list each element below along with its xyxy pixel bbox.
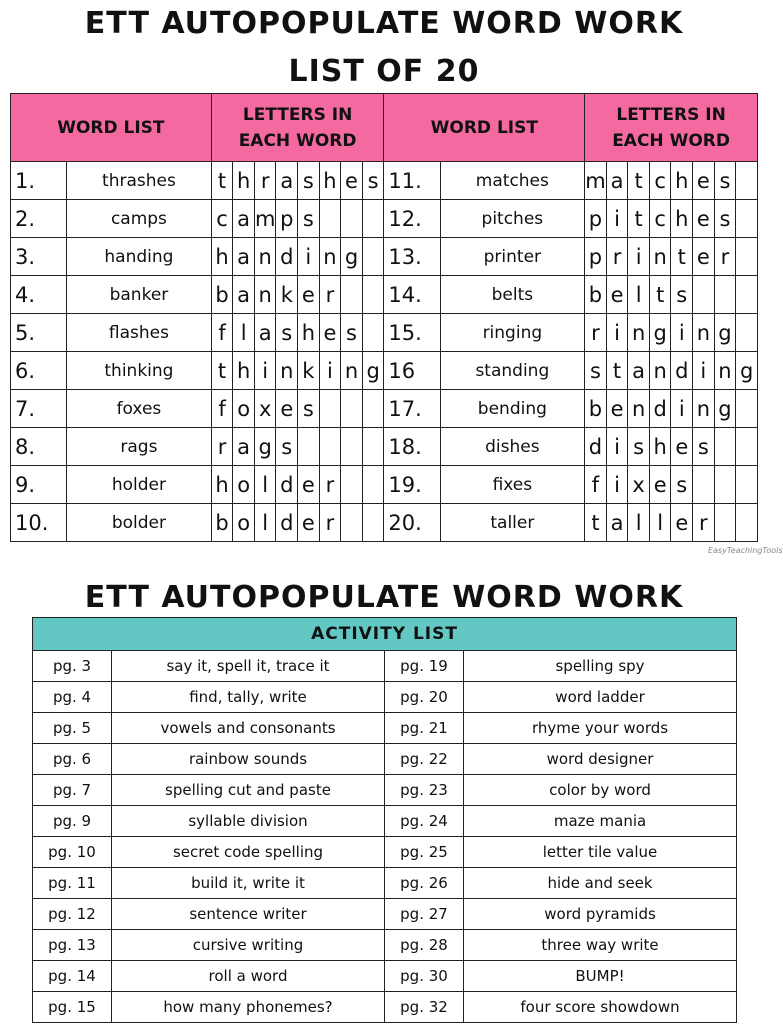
letter-cell: c — [649, 162, 671, 200]
page-number: pg. 9 — [33, 806, 112, 837]
header-word-list-right: WORD LIST — [384, 94, 585, 162]
letter-cell — [362, 390, 384, 428]
letter-cell: l — [233, 314, 255, 352]
word-text: holder — [67, 466, 212, 504]
activity-name: build it, write it — [112, 868, 385, 899]
letter-cell: s — [693, 428, 715, 466]
page-number: pg. 13 — [33, 930, 112, 961]
activity-name: rainbow sounds — [112, 744, 385, 775]
word-text: bending — [440, 390, 585, 428]
letter-cell: n — [649, 238, 671, 276]
letter-cell: b — [211, 504, 233, 542]
letter-cell — [362, 276, 384, 314]
activity-name: word ladder — [464, 682, 737, 713]
activity-name: maze mania — [464, 806, 737, 837]
letter-cell: d — [276, 238, 298, 276]
word-number: 2. — [11, 200, 67, 238]
letter-cell: g — [649, 314, 671, 352]
page-number: pg. 25 — [385, 837, 464, 868]
letter-cell: l — [628, 276, 650, 314]
page-number: pg. 14 — [33, 961, 112, 992]
word-text: dishes — [440, 428, 585, 466]
letter-cell: d — [276, 504, 298, 542]
letter-cell: e — [298, 276, 320, 314]
word-text: handing — [67, 238, 212, 276]
letter-cell: b — [211, 276, 233, 314]
letter-cell: i — [693, 352, 715, 390]
letter-cell: s — [341, 314, 363, 352]
letter-cell: e — [341, 162, 363, 200]
letter-cell: r — [319, 276, 341, 314]
letter-cell: a — [254, 314, 276, 352]
letter-cell: t — [211, 162, 233, 200]
letter-cell: a — [233, 276, 255, 314]
activity-row — [33, 651, 737, 682]
letter-cell: l — [628, 504, 650, 542]
letter-cell — [736, 504, 758, 542]
letter-cell: l — [649, 504, 671, 542]
letter-cell: i — [606, 466, 628, 504]
letter-cell: p — [585, 200, 607, 238]
activity-name: find, tally, write — [112, 682, 385, 713]
word-number: 4. — [11, 276, 67, 314]
activity-name: syllable division — [112, 806, 385, 837]
activity-row — [33, 961, 737, 992]
activity-row — [33, 713, 737, 744]
activity-name: spelling spy — [464, 651, 737, 682]
word-text: camps — [67, 200, 212, 238]
activity-row — [33, 899, 737, 930]
letter-cell: r — [211, 428, 233, 466]
letter-cell: o — [233, 466, 255, 504]
activity-row — [33, 806, 737, 837]
word-row — [11, 200, 758, 238]
word-row — [11, 276, 758, 314]
letter-cell: g — [714, 314, 736, 352]
letter-cell: s — [298, 200, 320, 238]
activity-table-header — [33, 618, 737, 651]
word-list-table — [10, 93, 758, 542]
letter-cell: i — [671, 314, 693, 352]
letter-cell — [362, 504, 384, 542]
activity-row — [33, 930, 737, 961]
letter-cell: e — [693, 238, 715, 276]
page-number: pg. 5 — [33, 713, 112, 744]
page-number: pg. 21 — [385, 713, 464, 744]
letter-cell: o — [233, 390, 255, 428]
letter-cell: x — [254, 390, 276, 428]
word-row — [11, 428, 758, 466]
letter-cell: a — [606, 162, 628, 200]
word-number: 17. — [384, 390, 440, 428]
letter-cell: h — [319, 162, 341, 200]
letter-cell: i — [628, 238, 650, 276]
letter-cell: g — [341, 238, 363, 276]
page-number: pg. 11 — [33, 868, 112, 899]
letter-cell: s — [671, 466, 693, 504]
letter-cell: d — [585, 428, 607, 466]
word-text: standing — [440, 352, 585, 390]
activity-row — [33, 837, 737, 868]
letter-cell: g — [736, 352, 758, 390]
activity-name: cursive writing — [112, 930, 385, 961]
letter-cell: c — [211, 200, 233, 238]
letter-cell: s — [276, 428, 298, 466]
word-text: matches — [440, 162, 585, 200]
page-title: ETT AUTOPOPULATE WORD WORK — [84, 6, 684, 41]
letter-cell: s — [298, 390, 320, 428]
activity-name: hide and seek — [464, 868, 737, 899]
letter-cell — [714, 428, 736, 466]
letter-cell: n — [649, 352, 671, 390]
word-row — [11, 162, 758, 200]
activity-name: sentence writer — [112, 899, 385, 930]
letter-cell: r — [319, 466, 341, 504]
letter-cell: r — [714, 238, 736, 276]
word-number: 5. — [11, 314, 67, 352]
letter-cell: g — [254, 428, 276, 466]
letter-cell: r — [585, 314, 607, 352]
letter-cell: e — [606, 276, 628, 314]
letter-cell — [319, 428, 341, 466]
header-letters-right: LETTERS IN EACH WORD — [585, 94, 758, 162]
letter-cell: f — [211, 314, 233, 352]
letter-cell: n — [628, 314, 650, 352]
word-text: belts — [440, 276, 585, 314]
activity-name: word designer — [464, 744, 737, 775]
letter-cell: i — [671, 390, 693, 428]
letter-cell: r — [606, 238, 628, 276]
word-text: foxes — [67, 390, 212, 428]
letter-cell: f — [211, 390, 233, 428]
letter-cell: s — [628, 428, 650, 466]
letter-cell: t — [649, 276, 671, 314]
letter-cell: n — [276, 352, 298, 390]
letter-cell: a — [233, 428, 255, 466]
word-row — [11, 352, 758, 390]
page-number: pg. 20 — [385, 682, 464, 713]
letter-cell: h — [233, 352, 255, 390]
letter-cell — [736, 428, 758, 466]
word-number: 12. — [384, 200, 440, 238]
letter-cell — [341, 200, 363, 238]
letter-cell — [693, 276, 715, 314]
letter-cell — [736, 314, 758, 352]
letter-cell: m — [585, 162, 607, 200]
letter-cell: t — [585, 504, 607, 542]
letter-cell: t — [628, 200, 650, 238]
letter-cell — [736, 466, 758, 504]
page-number: pg. 22 — [385, 744, 464, 775]
letter-cell: t — [628, 162, 650, 200]
letter-cell: x — [628, 466, 650, 504]
letter-cell: b — [585, 276, 607, 314]
page-subtitle: LIST OF 20 — [288, 54, 480, 89]
activity-list-table — [32, 617, 737, 1023]
letter-cell — [736, 390, 758, 428]
letter-cell: b — [585, 390, 607, 428]
letter-cell: l — [254, 466, 276, 504]
letter-cell: e — [693, 200, 715, 238]
letter-cell: s — [585, 352, 607, 390]
letter-cell — [298, 428, 320, 466]
letter-cell: o — [233, 504, 255, 542]
letter-cell: h — [233, 162, 255, 200]
word-number: 15. — [384, 314, 440, 352]
letter-cell: g — [714, 390, 736, 428]
letter-cell: h — [671, 162, 693, 200]
letter-cell: e — [671, 504, 693, 542]
letter-cell: a — [606, 504, 628, 542]
word-text: fixes — [440, 466, 585, 504]
letter-cell — [341, 466, 363, 504]
letter-cell: r — [254, 162, 276, 200]
word-row — [11, 390, 758, 428]
letter-cell: i — [298, 238, 320, 276]
letter-cell — [362, 200, 384, 238]
word-row — [11, 314, 758, 352]
letter-cell: e — [671, 428, 693, 466]
activity-name: say it, spell it, trace it — [112, 651, 385, 682]
letter-cell: s — [362, 162, 384, 200]
activity-row — [33, 868, 737, 899]
activity-row — [33, 775, 737, 806]
letter-cell — [319, 200, 341, 238]
activity-name: spelling cut and paste — [112, 775, 385, 806]
letter-cell: h — [211, 238, 233, 276]
page-number: pg. 10 — [33, 837, 112, 868]
page-number: pg. 4 — [33, 682, 112, 713]
page-number: pg. 23 — [385, 775, 464, 806]
letter-cell: m — [254, 200, 276, 238]
word-number: 6. — [11, 352, 67, 390]
letter-cell — [341, 390, 363, 428]
activity-name: roll a word — [112, 961, 385, 992]
word-number: 18. — [384, 428, 440, 466]
activity-row — [33, 992, 737, 1023]
header-letters-left: LETTERS IN EACH WORD — [211, 94, 384, 162]
letter-cell: i — [254, 352, 276, 390]
word-text: printer — [440, 238, 585, 276]
letter-cell: i — [606, 200, 628, 238]
letter-cell — [714, 276, 736, 314]
word-number: 3. — [11, 238, 67, 276]
activity-section-title: ETT AUTOPOPULATE WORD WORK — [84, 580, 684, 615]
page-number: pg. 26 — [385, 868, 464, 899]
letter-cell: h — [649, 428, 671, 466]
page-number: pg. 15 — [33, 992, 112, 1023]
letter-cell — [736, 276, 758, 314]
letter-cell — [341, 504, 363, 542]
word-text: banker — [67, 276, 212, 314]
letter-cell: s — [671, 276, 693, 314]
page-number: pg. 6 — [33, 744, 112, 775]
letter-cell: s — [298, 162, 320, 200]
page-number: pg. 24 — [385, 806, 464, 837]
letter-cell: h — [211, 466, 233, 504]
letter-cell: e — [319, 314, 341, 352]
letter-cell — [341, 428, 363, 466]
activity-name: color by word — [464, 775, 737, 806]
letter-cell: e — [606, 390, 628, 428]
letter-cell: s — [276, 314, 298, 352]
letter-cell — [341, 276, 363, 314]
letter-cell: e — [693, 162, 715, 200]
word-text: taller — [440, 504, 585, 542]
word-number: 19. — [384, 466, 440, 504]
word-text: bolder — [67, 504, 212, 542]
letter-cell: n — [319, 238, 341, 276]
letter-cell — [319, 390, 341, 428]
activity-name: how many phonemes? — [112, 992, 385, 1023]
word-row — [11, 504, 758, 542]
letter-cell: n — [714, 352, 736, 390]
activity-name: BUMP! — [464, 961, 737, 992]
letter-cell: i — [319, 352, 341, 390]
page-number: pg. 32 — [385, 992, 464, 1023]
word-number: 7. — [11, 390, 67, 428]
letter-cell: n — [693, 314, 715, 352]
word-number: 13. — [384, 238, 440, 276]
letter-cell: n — [628, 390, 650, 428]
activity-name: vowels and consonants — [112, 713, 385, 744]
page-number: pg. 28 — [385, 930, 464, 961]
word-text: thinking — [67, 352, 212, 390]
letter-cell: e — [276, 390, 298, 428]
letter-cell: r — [319, 504, 341, 542]
word-row — [11, 238, 758, 276]
letter-cell: c — [649, 200, 671, 238]
letter-cell — [736, 200, 758, 238]
word-number: 10. — [11, 504, 67, 542]
activity-name: four score showdown — [464, 992, 737, 1023]
letter-cell: p — [276, 200, 298, 238]
letter-cell: n — [693, 390, 715, 428]
letter-cell: l — [254, 504, 276, 542]
word-text: ringing — [440, 314, 585, 352]
page-number: pg. 19 — [385, 651, 464, 682]
header-word-list-left: WORD LIST — [11, 94, 212, 162]
letter-cell — [362, 428, 384, 466]
word-number: 14. — [384, 276, 440, 314]
letter-cell: e — [298, 504, 320, 542]
word-number: 20. — [384, 504, 440, 542]
letter-cell — [693, 466, 715, 504]
word-number: 11. — [384, 162, 440, 200]
letter-cell: e — [298, 466, 320, 504]
activity-row — [33, 744, 737, 775]
letter-cell: h — [671, 200, 693, 238]
activity-name: word pyramids — [464, 899, 737, 930]
letter-cell: e — [649, 466, 671, 504]
letter-cell: d — [649, 390, 671, 428]
letter-cell: k — [298, 352, 320, 390]
letter-cell: n — [254, 238, 276, 276]
letter-cell: d — [671, 352, 693, 390]
letter-cell: a — [628, 352, 650, 390]
activity-name: three way write — [464, 930, 737, 961]
letter-cell: t — [211, 352, 233, 390]
word-row — [11, 466, 758, 504]
activity-list-heading: ACTIVITY LIST — [33, 618, 737, 651]
page-number: pg. 3 — [33, 651, 112, 682]
letter-cell — [714, 466, 736, 504]
word-number: 1. — [11, 162, 67, 200]
activity-name: secret code spelling — [112, 837, 385, 868]
letter-cell — [362, 314, 384, 352]
word-table-header — [11, 94, 758, 162]
letter-cell: s — [714, 200, 736, 238]
letter-cell: a — [233, 200, 255, 238]
letter-cell — [714, 504, 736, 542]
letter-cell: a — [276, 162, 298, 200]
activity-name: rhyme your words — [464, 713, 737, 744]
word-number: 9. — [11, 466, 67, 504]
letter-cell — [736, 162, 758, 200]
page-number: pg. 30 — [385, 961, 464, 992]
letter-cell — [736, 238, 758, 276]
letter-cell: r — [693, 504, 715, 542]
word-number: 8. — [11, 428, 67, 466]
word-text: thrashes — [67, 162, 212, 200]
letter-cell: i — [606, 428, 628, 466]
letter-cell — [362, 238, 384, 276]
brand-logo: EasyTeachingTools — [708, 546, 783, 555]
letter-cell: n — [341, 352, 363, 390]
word-text: flashes — [67, 314, 212, 352]
word-text: pitches — [440, 200, 585, 238]
letter-cell: s — [714, 162, 736, 200]
word-number: 16 — [384, 352, 440, 390]
letter-cell: t — [606, 352, 628, 390]
page-number: pg. 12 — [33, 899, 112, 930]
letter-cell — [362, 466, 384, 504]
letter-cell: g — [362, 352, 384, 390]
letter-cell: p — [585, 238, 607, 276]
activity-row — [33, 682, 737, 713]
word-text: rags — [67, 428, 212, 466]
letter-cell: n — [254, 276, 276, 314]
letter-cell: d — [276, 466, 298, 504]
page-number: pg. 27 — [385, 899, 464, 930]
letter-cell: h — [298, 314, 320, 352]
letter-cell: a — [233, 238, 255, 276]
letter-cell: i — [606, 314, 628, 352]
letter-cell: f — [585, 466, 607, 504]
letter-cell: t — [671, 238, 693, 276]
letter-cell: k — [276, 276, 298, 314]
page-number: pg. 7 — [33, 775, 112, 806]
activity-name: letter tile value — [464, 837, 737, 868]
